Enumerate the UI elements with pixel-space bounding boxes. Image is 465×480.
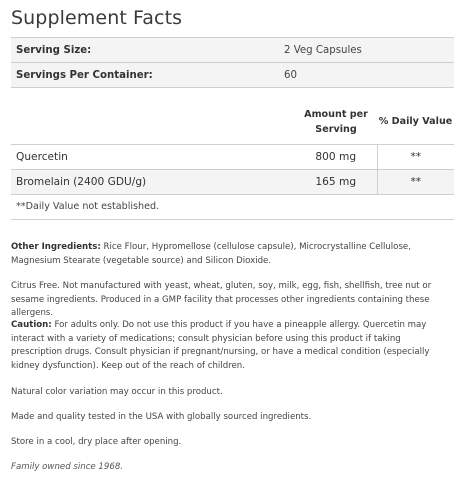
header-amount-line1: Amount per	[304, 108, 368, 120]
other-ingredients-text: Rice Flour, Hypromellose (cellulose capsule), Microcrystalline Cellulose, Magnesium Stearate (vegetable source) and Silicon Dioxide.	[11, 242, 411, 266]
nutrient-name: Quercetin	[11, 144, 295, 169]
table-row	[11, 169, 454, 194]
footnote-row	[11, 194, 454, 219]
family-owned-text: Family owned since 1968.	[11, 462, 124, 472]
nutrients-table	[11, 100, 454, 220]
storage-statement: Store in a cool, dry place after opening.	[11, 437, 182, 447]
header-daily-value: % Daily Value	[378, 116, 453, 128]
servings-per-container-label: Servings Per Container:	[11, 63, 279, 88]
citrus-free-statement: Citrus Free. Not manufactured with yeast, wheat, gluten, soy, milk, egg, fish, shellfish, tree nut or sesame ingredients. Produced in a GMP facility that processes other ingredients containing these allergens.	[11, 281, 432, 318]
table-row	[11, 144, 454, 169]
nutrients-header-row	[11, 100, 454, 144]
nutrient-amount: 165 mg	[295, 169, 377, 194]
header-blank	[11, 100, 295, 144]
header-amount	[295, 100, 377, 144]
serving-size-label: Serving Size:	[11, 38, 279, 63]
caution-text: For adults only. Do not use this product if you have a pineapple allergy. Quercetin may interact with a variety of medications; consult physician before using this product if taking prescription drugs. Consult physician if pregnant/nursing, or have a medical condition (especially kidney dysfunction). Keep out of the reach of children.	[11, 320, 430, 371]
daily-value-footnote: **Daily Value not established.	[11, 194, 454, 219]
serving-size-row	[11, 38, 454, 63]
caution-statement	[11, 319, 451, 373]
servings-per-container-value: 60	[279, 63, 454, 88]
nutrient-daily-value: **	[377, 144, 454, 169]
serving-size-value: 2 Veg Capsules	[279, 38, 454, 63]
made-in-statement: Made and quality tested in the USA with globally sourced ingredients.	[11, 412, 312, 422]
other-ingredients	[11, 241, 451, 268]
header-amount-line2: Serving	[315, 123, 357, 135]
servings-per-container-row	[11, 63, 454, 88]
nutrient-name: Bromelain (2400 GDU/g)	[11, 169, 295, 194]
nutrient-daily-value: **	[377, 169, 454, 194]
other-ingredients-label: Other Ingredients:	[11, 242, 101, 252]
natural-color-statement: Natural color variation may occur in this product.	[11, 387, 223, 397]
nutrient-amount: 800 mg	[295, 144, 377, 169]
serving-info-table	[11, 37, 454, 88]
caution-label: Caution:	[11, 320, 52, 330]
page-title: Supplement Facts	[11, 7, 183, 29]
family-owned-statement	[11, 461, 451, 475]
